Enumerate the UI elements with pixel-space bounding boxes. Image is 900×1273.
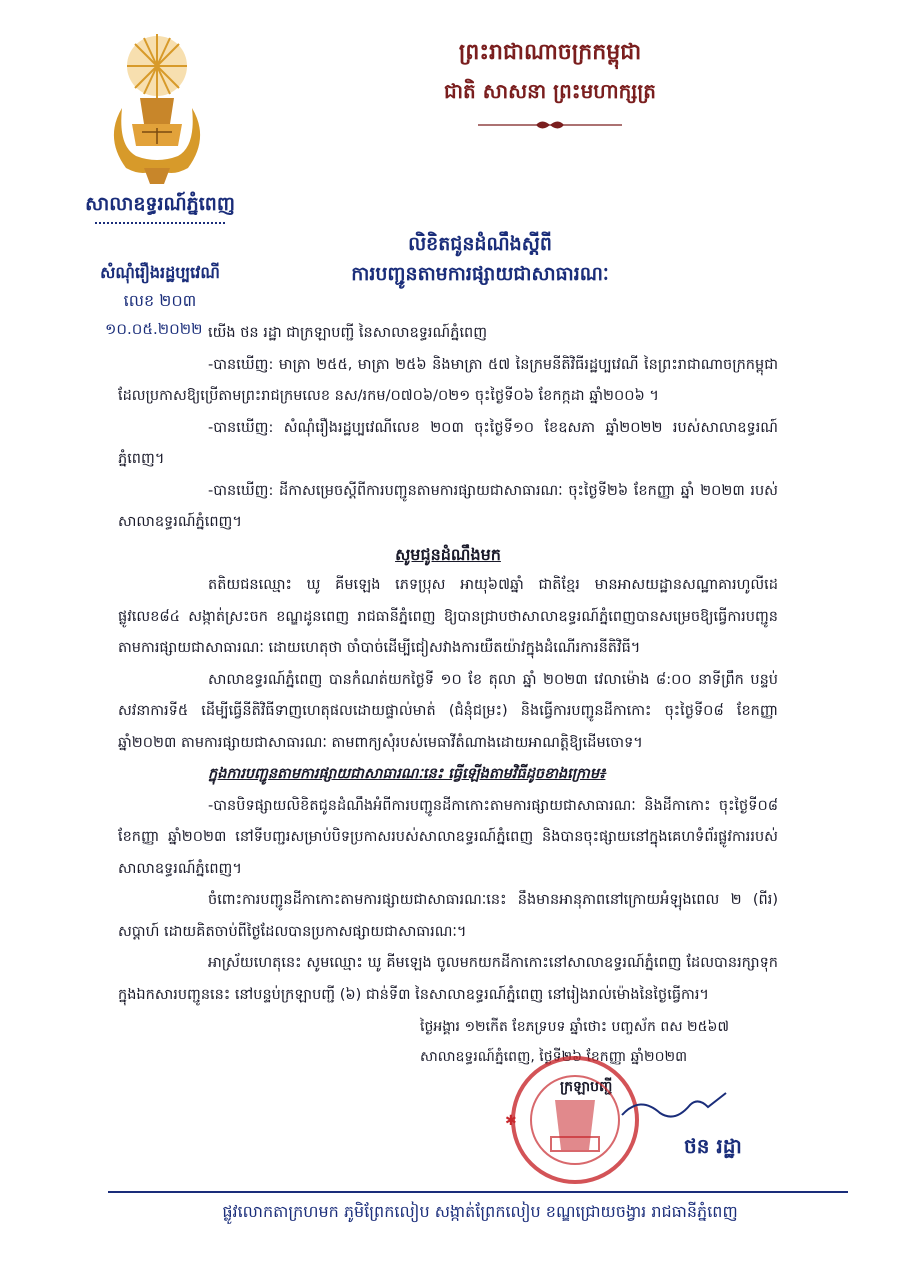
signer-name: ថន រដ្ឋា — [684, 1134, 742, 1158]
body-paragraph: -បានឃើញ: ដីកាសម្រេចស្តីពីការបញ្ជូនតាមការផ្សាយជាសាធារណៈ ចុះថ្ងៃទី២៦ ខែកញ្ញា ឆ្នាំ ២០២៣ របស់សាលាឧទ្ធរណ៍ភ្នំពេញ។ — [118, 482, 778, 530]
document-title: លិខិតជូនដំណឹងស្តីពី — [408, 233, 552, 255]
body-paragraph: តតិយជនឈ្មោះ ឃូ គីមឡេង ភេទប្រុស អាយុ៦៧ឆ្នាំ ជាតិខ្មែរ មានអាសយដ្ឋានសណ្ឋាគារហូលីដេ ផ្លូវលេខ៨៤ សង្កាត់ស្រះចក ខណ្ឌដូនពេញ រាជធានីភ្នំពេញ ឱ្យបានជ្រាបថាសាលាឧទ្ធរណ៍ភ្នំពេញបានសម្រេចឱ្យធ្វើការបញ្ជូនតាមការផ្សាយជាសាធារណៈ ដោយហេតុថា ចាំបាច់ដើម្បីជៀសវាងការយឺតយ៉ាវក្នុងដំណើរការនីតិវិធី។ — [118, 577, 778, 656]
document-subtitle: ការបញ្ជូនតាមការផ្សាយជាសាធារណៈ — [351, 263, 609, 285]
body-paragraph: ក្នុងការបញ្ជូនតាមការផ្សាយជាសាធារណៈនេះ ធ្វើឡើងតាមវិធីដូចខាងក្រោម៖ — [208, 766, 606, 782]
ornament-divider-icon — [478, 118, 622, 132]
lunar-date: ថ្ងៃអង្គារ ១២កើត ខែភទ្របទ ឆ្នាំថោះ បញ្ចស័ក ពស ២៥៦៧ — [420, 1019, 729, 1035]
kingdom-title: ព្រះរាជាណាចក្រកម្ពុជា — [458, 40, 642, 65]
place-and-date: សាលាឧទ្ធរណ៍ភ្នំពេញ, ថ្ងៃទី២៦ ខែកញ្ញា ឆ្នាំ២០២៣ — [420, 1049, 688, 1065]
case-number: លេខ ២០៣ — [123, 291, 197, 310]
footer-divider — [108, 1191, 848, 1193]
section-heading: សូមជូនដំណឹងមក — [395, 544, 501, 564]
body-paragraph: អាស្រ័យហេតុនេះ សូមឈ្មោះ ឃូ គីមឡេង ចូលមកយកដីកាកោះនៅសាលាឧទ្ធរណ៍ភ្នំពេញ ដែលបានរក្សាទុកក្នុងឯកសារបញ្ជូននេះ នៅបន្ទប់ក្រឡាបញ្ជី (៦) ជាន់ទី៣ នៃសាលាឧទ្ធរណ៍ភ្នំពេញ នៅរៀងរាល់ម៉ោងនៃថ្ងៃធ្វើការ។ — [118, 955, 778, 1003]
body-paragraph: សាលាឧទ្ធរណ៍ភ្នំពេញ បានកំណត់យកថ្ងៃទី ១០ ខែ តុលា ឆ្នាំ ២០២៣ វេលាម៉ោង ៨:០០ នាទីព្រឹក បន្ទប់សវនាការទី៥ ដើម្បីធ្វើនីតិវិធីទាញហេតុផលដោយផ្ទាល់មាត់ (ជំនុំជម្រះ) និងធ្វើការបញ្ជូនដីកាកោះ ចុះថ្ងៃទី០៨ ខែកញ្ញា ឆ្នាំ២០២៣ តាមការផ្សាយជាសាធារណៈ តាមពាក្យសុំរបស់មេធាវីតំណាងដោយអាណត្តិឱ្យដើមចោទ។ — [118, 671, 778, 751]
court-name: សាលាឧទ្ធរណ៍ភ្នំពេញ — [85, 193, 235, 215]
case-label: សំណុំរឿងរដ្ឋប្បវេណី — [100, 263, 220, 282]
footer-address: ផ្លូវលោកតាក្រហមក ភូមិព្រែកលៀប សង្កាត់ព្រែកលៀប ខណ្ឌជ្រោយចង្វារ រាជធានីភ្នំពេញ — [222, 1202, 738, 1221]
body-paragraph: -បានឃើញ: មាត្រា ២៥៥, មាត្រា ២៥៦ និងមាត្រា ៥៧ នៃក្រមនីតិវិធីរដ្ឋប្បវេណី នៃព្រះរាជាណាចក្រកម្ពុជា ដែលប្រកាសឱ្យប្រើតាមព្រះរាជក្រមលេខ នស/រកម/០៧០៦/០២១ ចុះថ្ងៃទី០៦ ខែកក្កដា ឆ្នាំ២០០៦ ។ — [118, 356, 778, 404]
svg-text:✱: ✱ — [505, 1113, 517, 1129]
court-emblem-icon — [92, 28, 222, 188]
national-motto: ជាតិ សាសនា ព្រះមហាក្សត្រ — [444, 79, 656, 103]
body-paragraph: -បានបិទផ្សាយលិខិតជូនដំណឹងអំពីការបញ្ជូនដីកាកោះតាមការផ្សាយជាសាធារណៈ និងដីកាកោះ ចុះថ្ងៃទី០៨ ខែកញ្ញា ឆ្នាំ២០២៣ នៅទីបញ្ជរសម្រាប់បិទប្រកាសរបស់សាលាឧទ្ធរណ៍ភ្នំពេញ និងបានចុះផ្សាយនៅក្នុងគេហទំព័រផ្លូវការរបស់សាលាឧទ្ធរណ៍ភ្នំពេញ។ — [118, 797, 778, 877]
body-paragraph: ចំពោះការបញ្ជូនដីកាកោះតាមការផ្សាយជាសាធារណៈនេះ នឹងមានអានុភាពនៅក្រោយអំឡុងពេល ២ (ពីរ) សប្តាហ៍ ដោយគិតចាប់ពីថ្ងៃដែលបានប្រកាសផ្សាយជាសាធារណៈ។ — [118, 892, 778, 940]
case-date: ១០.០៥.២០២២ — [105, 320, 203, 338]
body-paragraph: -បានឃើញ: សំណុំរឿងរដ្ឋប្បវេណីលេខ ២០៣ ចុះថ្ងៃទី១០ ខែឧសភា ឆ្នាំ២០២២ របស់សាលាឧទ្ធរណ៍ភ្នំពេញ។ — [118, 419, 778, 467]
body-paragraph: យើង ថន រដ្ឋា ជាក្រឡាបញ្ជី នៃសាលាឧទ្ធរណ៍ភ្នំពេញ — [208, 325, 488, 341]
signature-icon — [620, 1085, 730, 1125]
document-body — [118, 318, 778, 1011]
signer-role: ក្រឡាបញ្ជី — [560, 1079, 613, 1095]
court-name-divider — [95, 222, 225, 224]
